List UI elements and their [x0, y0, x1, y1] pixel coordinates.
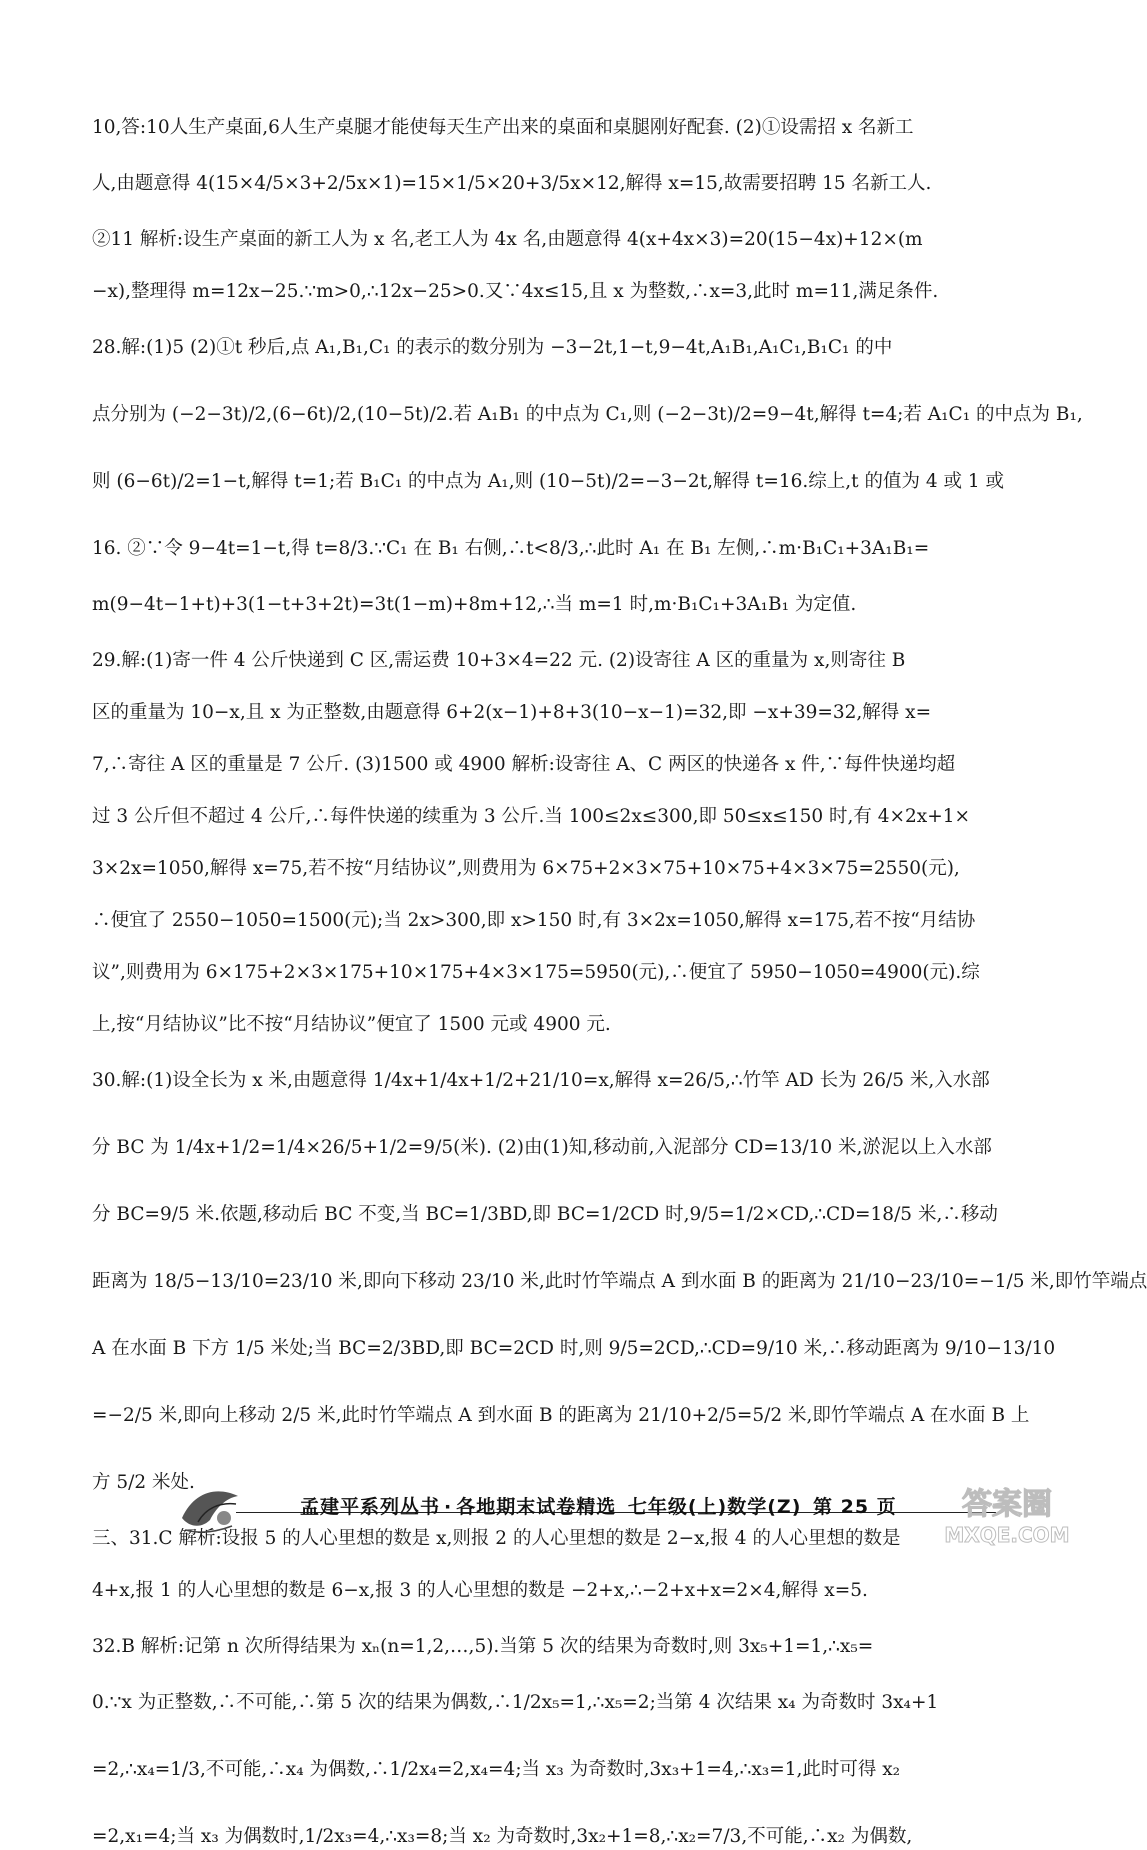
q32-line: 32.B 解析:记第 n 次所得结果为 xₙ(n=1,2,…,5).当第 5 次的结果为奇数时,则 3x₅+1=1,∴x₅=	[92, 1636, 874, 1657]
text-line: 分 BC=9/5 米.依题,移动后 BC 不变,当 BC=1/3BD,即 BC=1/2CD 时,9/5=1/2×CD,∴CD=18/5 米,∴移动	[92, 1204, 998, 1225]
text-line: =2,x₁=4;当 x₃ 为偶数时,1/2x₃=4,∴x₃=8;当 x₂ 为奇数时,3x₂+1=8,∴x₂=7/3,不可能,∴x₂ 为偶数,	[92, 1826, 913, 1847]
text-line: 方 5/2 米处.	[92, 1472, 195, 1493]
text-line: 0.∵x 为正整数,∴不可能,∴第 5 次的结果为偶数,∴1/2x₅=1,∴x₅=2;当第 4 次结果 x₄ 为奇数时 3x₄+1	[92, 1692, 939, 1713]
text-line: =−2/5 米,即向上移动 2/5 米,此时竹竿端点 A 到水面 B 的距离为 21/10+2/5=5/2 米,即竹竿端点 A 在水面 B 上	[92, 1405, 1030, 1426]
text-line: 上,按“月结协议”比不按“月结协议”便宜了 1500 元或 4900 元.	[92, 1014, 611, 1035]
separator-dot: ·	[444, 1496, 453, 1518]
text-line: m(9−4t−1+t)+3(1−t+3+2t)=3t(1−m)+8m+12,∴当 m=1 时,m·B₁C₁+3A₁B₁ 为定值.	[92, 594, 857, 615]
text-line: 4+x,报 1 的人心里想的数是 6−x,报 3 的人心里想的数是 −2+x,∴−2+x+x=2×4,解得 x=5.	[92, 1580, 868, 1601]
q29-line: 29.解:(1)寄一件 4 公斤快递到 C 区,需运费 10+3×4=22 元. (2)设寄往 A 区的重量为 x,则寄往 B	[92, 650, 906, 671]
text-line: ∴便宜了 2550−1050=1500(元);当 2x>300,即 x>150 时,有 3×2x=1050,解得 x=175,若不按“月结协	[92, 910, 976, 931]
text-line: 点分别为 (−2−3t)/2,(6−6t)/2,(10−5t)/2.若 A₁B₁ 的中点为 C₁,则 (−2−3t)/2=9−4t,解得 t=4;若 A₁C₁ 的中点为 B₁,	[92, 404, 1083, 425]
text-line: 则 (6−6t)/2=1−t,解得 t=1;若 B₁C₁ 的中点为 A₁,则 (10−5t)/2=−3−2t,解得 t=16.综上,t 的值为 4 或 1 或	[92, 471, 1005, 492]
text-line: A 在水面 B 下方 1/5 米处;当 BC=2/3BD,即 BC=2CD 时,则 9/5=2CD,∴CD=9/10 米,∴移动距离为 9/10−13/10	[92, 1338, 1056, 1359]
text-line: 过 3 公斤但不超过 4 公斤,∴每件快递的续重为 3 公斤.当 100≤2x≤300,即 50≤x≤150 时,有 4×2x+1×	[92, 806, 971, 827]
text-line: 议”,则费用为 6×175+2×3×175+10×175+4×3×175=5950(元),∴便宜了 5950−1050=4900(元).综	[92, 962, 980, 983]
watermark-title: 答案圈	[962, 1487, 1052, 1522]
grade-subject: 七年级(上)数学(Z)	[627, 1496, 802, 1518]
text-line: 7,∴寄往 A 区的重量是 7 公斤. (3)1500 或 4900 解析:设寄往 A、C 两区的快递各 x 件,∵每件快递均超	[92, 754, 956, 775]
text-line: 人,由题意得 4(15×4/5×3+2/5x×1)=15×1/5×20+3/5x×12,解得 x=15,故需要招聘 15 名新工人.	[92, 173, 932, 194]
text-line: 分 BC 为 1/4x+1/2=1/4×26/5+1/2=9/5(米). (2)由(1)知,移动前,入泥部分 CD=13/10 米,淤泥以上入水部	[92, 1137, 992, 1158]
text-line: ②11 解析:设生产桌面的新工人为 x 名,老工人为 4x 名,由题意得 4(x+4x×3)=20(15−4x)+12×(m	[92, 229, 923, 250]
page-footer	[0, 1460, 1104, 1556]
answer-page	[92, 114, 1147, 1850]
footer-title	[300, 1492, 901, 1519]
watermark-logo	[932, 1480, 1082, 1550]
book-name: 各地期末试卷精选	[456, 1496, 617, 1518]
text-line: −x),整理得 m=12x−25.∵m>0,∴12x−25>0.又∵4x≤15,且 x 为整数,∴x=3,此时 m=11,满足条件.	[92, 281, 939, 302]
text-line: 3×2x=1050,解得 x=75,若不按“月结协议”,则费用为 6×75+2×3×75+10×75+4×3×75=2550(元),	[92, 858, 960, 879]
watermark-url: MXQE.COM	[944, 1523, 1070, 1547]
series-name: 孟建平系列丛书	[300, 1496, 441, 1518]
text-line: 10,答:10人生产桌面,6人生产桌腿才能使每天生产出来的桌面和桌腿刚好配套. (2)①设需招 x 名新工	[92, 117, 914, 138]
q30-line: 30.解:(1)设全长为 x 米,由题意得 1/4x+1/4x+1/2+21/10=x,解得 x=26/5,∴竹竿 AD 长为 26/5 米,入水部	[92, 1070, 990, 1091]
ornament-icon	[176, 1478, 248, 1536]
text-line: 距离为 18/5−13/10=23/10 米,即向下移动 23/10 米,此时竹竿端点 A 到水面 B 的距离为 21/10−23/10=−1/5 米,即竹竿端点	[92, 1271, 1147, 1292]
text-line: 区的重量为 10−x,且 x 为正整数,由题意得 6+2(x−1)+8+3(10−x−1)=32,即 −x+39=32,解得 x=	[92, 702, 932, 723]
q28-line: 28.解:(1)5 (2)①t 秒后,点 A₁,B₁,C₁ 的表示的数分别为 −3−2t,1−t,9−4t,A₁B₁,A₁C₁,B₁C₁ 的中	[92, 337, 893, 358]
q31-line: 三、31.C 解析:设报 5 的人心里想的数是 x,则报 2 的人心里想的数是 2−x,报 4 的人心里想的数是	[92, 1528, 901, 1549]
text-line: 16. ②∵令 9−4t=1−t,得 t=8/3.∵C₁ 在 B₁ 右侧,∴t<8/3,∴此时 A₁ 在 B₁ 左侧,∴m·B₁C₁+3A₁B₁=	[92, 538, 930, 559]
text-line: =2,∴x₄=1/3,不可能,∴x₄ 为偶数,∴1/2x₄=2,x₄=4;当 x₃ 为奇数时,3x₃+1=4,∴x₃=1,此时可得 x₂	[92, 1759, 901, 1780]
page-number: 第 25 页	[813, 1496, 897, 1518]
